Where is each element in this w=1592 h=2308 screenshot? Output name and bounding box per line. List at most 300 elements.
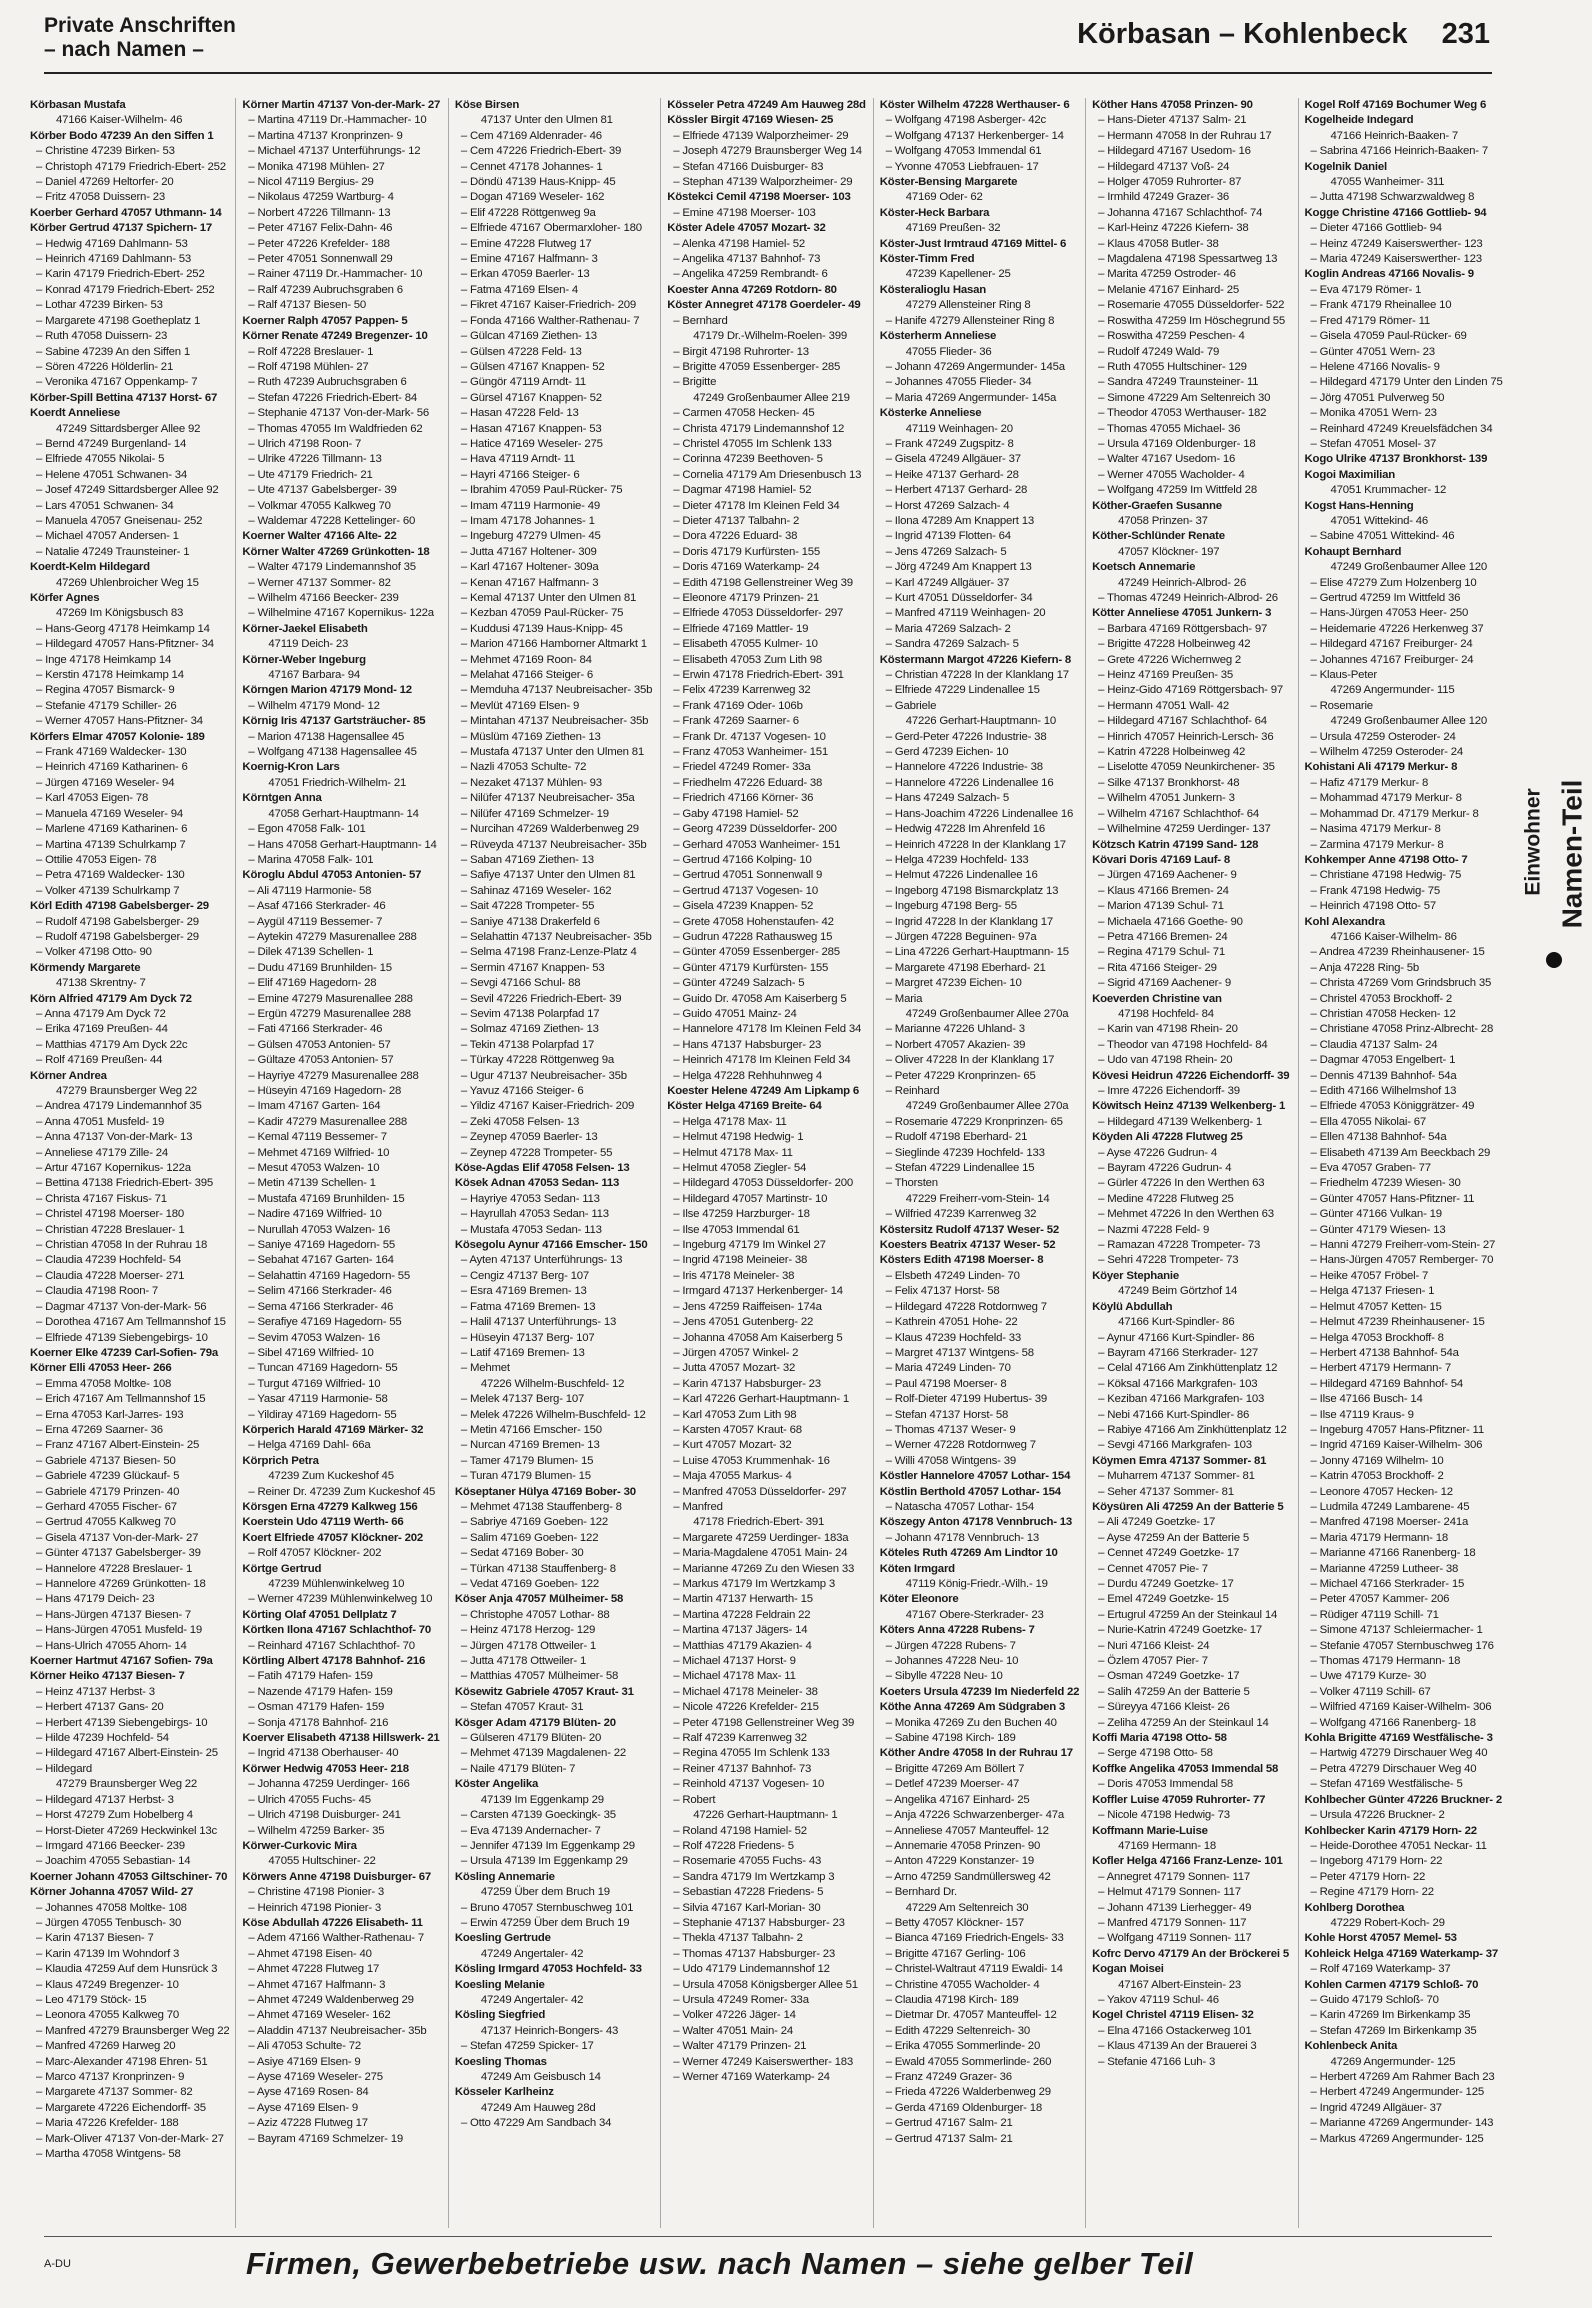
person-entry: – Sevim 47053 Walzen- 16 xyxy=(248,1331,380,1344)
person-entry: – Imam 47178 Johannes- 1 xyxy=(460,514,595,527)
person-entry: – Rosemarie 47229 Kronprinzen- 65 xyxy=(885,1115,1063,1128)
surname-entry: Kösek Adnan 47053 Sedan- 113 xyxy=(454,1177,620,1190)
person-entry: – Kurt 47057 Mozart- 32 xyxy=(673,1439,792,1452)
surname-entry: Körwer Hedwig 47053 Heer- 218 xyxy=(242,1762,409,1775)
person-entry: – Thomas 47137 Weser- 9 xyxy=(885,1423,1016,1436)
surname-entry: Körner Walter 47269 Grünkotten- 18 xyxy=(242,545,430,558)
person-entry: – Heinz 47178 Herzog- 129 xyxy=(460,1624,596,1637)
person-entry: – Johanna 47058 Am Kaiserberg 5 xyxy=(673,1331,843,1344)
surname-entry: Körprich Petra xyxy=(242,1454,319,1467)
person-entry: – Heidemarie 47226 Herkenweg 37 xyxy=(1310,622,1484,635)
address-continuation: 47058 Prinzen- 37 xyxy=(1118,514,1208,527)
person-entry: – Ibrahim 47059 Paul-Rücker- 75 xyxy=(460,484,623,497)
person-entry: – Zeynep 47228 Trompeter- 55 xyxy=(460,1146,613,1159)
person-entry: – Medine 47228 Flutweg 25 xyxy=(1098,1192,1234,1205)
surname-entry: Köther-Graefen Susanne xyxy=(1092,499,1222,512)
person-entry: – Jörg 47249 Am Knappert 13 xyxy=(885,561,1032,574)
person-entry: – Selahattin 47137 Neubreisacher- 35b xyxy=(460,930,652,943)
person-entry: – Ralf 47239 Aubruchsgraben 6 xyxy=(248,283,403,296)
person-entry: – Marianne 47226 Uhland- 3 xyxy=(885,1023,1025,1036)
footer-code: A-DU xyxy=(44,2258,71,2270)
person-entry: – Klaus 47239 Hochfeld- 33 xyxy=(885,1331,1022,1344)
person-entry: – Turgut 47169 Wilfried- 10 xyxy=(248,1377,381,1390)
person-entry: – Helmut 47198 Hedwig- 1 xyxy=(673,1131,804,1144)
person-entry: – Sevgi 47166 Schul- 88 xyxy=(460,977,581,990)
person-entry: – Elfriede 47167 Obermarxloher- 180 xyxy=(460,222,642,235)
person-entry: – Hildegard 47228 Rotdornweg 7 xyxy=(885,1300,1047,1313)
address-continuation: 47279 Allensteiner Ring 8 xyxy=(905,299,1031,312)
person-entry: – Nazende 47179 Hafen- 159 xyxy=(248,1685,393,1698)
person-entry: – Emine 47167 Halfmann- 3 xyxy=(460,253,598,266)
person-entry: – Hans 47058 Gerhart-Hauptmann- 14 xyxy=(248,838,437,851)
person-entry: – Rudolf 47198 Eberhard- 21 xyxy=(885,1131,1028,1144)
person-entry: – Selim 47166 Sterkrader- 46 xyxy=(248,1285,392,1298)
person-entry: – Mintahan 47137 Neubreisacher- 35b xyxy=(460,715,649,728)
person-entry: – Hanife 47279 Allensteiner Ring 8 xyxy=(885,314,1055,327)
person-entry: – Peter 47226 Krefelder- 188 xyxy=(248,237,390,250)
person-entry: – Regina 47055 Im Schlenk 133 xyxy=(673,1747,830,1760)
person-entry: – Rudolf 47198 Gabelsberger- 29 xyxy=(36,915,199,928)
person-entry: – Maja 47055 Markus- 4 xyxy=(673,1470,792,1483)
address-continuation: 47249 Am Hauweg 28d xyxy=(480,2101,596,2114)
person-entry: – Herbert 47137 Gerhard- 28 xyxy=(885,484,1028,497)
person-entry: – Konrad 47179 Friedrich-Ebert- 252 xyxy=(36,283,215,296)
person-entry: – Angelika 47259 Rembrandt- 6 xyxy=(673,268,828,281)
person-entry: – Heinrich 47228 In der Klanklang 17 xyxy=(885,838,1066,851)
person-entry: – Rosemarie 47055 Düsseldorfer- 522 xyxy=(1098,299,1285,312)
person-entry: – Sieglinde 47239 Hochfeld- 133 xyxy=(885,1146,1045,1159)
person-entry: – Güngör 47119 Arndt- 11 xyxy=(460,376,587,389)
person-entry: – Helga 47228 Rehhuhnweg 4 xyxy=(673,1069,822,1082)
person-entry: – Hans-Dieter 47137 Salm- 21 xyxy=(1098,114,1247,127)
address-continuation: 47166 Kurt-Spindler- 86 xyxy=(1118,1316,1235,1329)
person-entry: – Roswitha 47259 Im Höschegrund 55 xyxy=(1098,314,1286,327)
surname-entry: Kogelnik Daniel xyxy=(1304,160,1387,173)
surname-entry: Kösger Adam 47179 Blüten- 20 xyxy=(454,1716,616,1729)
person-entry: – Gülsen 47167 Knappen- 52 xyxy=(460,360,605,373)
person-entry: – Elsbeth 47249 Linden- 70 xyxy=(885,1269,1020,1282)
person-entry: – Dieter 47178 Im Kleinen Feld 34 xyxy=(673,499,840,512)
surname-entry: Kogelheide Indegard xyxy=(1304,114,1414,127)
person-entry: – Erika 47169 Preußen- 44 xyxy=(36,1023,168,1036)
person-entry: – Dagmar 47198 Hamiel- 52 xyxy=(673,484,812,497)
person-entry: – Hannelore 47228 Breslauer- 1 xyxy=(36,1562,193,1575)
person-entry: – Helga 47053 Brockhoff- 8 xyxy=(1310,1331,1444,1344)
person-entry: – Mustafa 47053 Sedan- 113 xyxy=(460,1223,602,1236)
person-entry: – Stefan 47057 Kraut- 31 xyxy=(460,1701,584,1714)
person-entry: – Gertrud 47137 Vogesen- 10 xyxy=(673,884,818,897)
person-entry: – Heinz-Gido 47169 Röttgersbach- 97 xyxy=(1098,684,1283,697)
person-entry: – Ursula 47139 Im Eggenkamp 29 xyxy=(460,1855,628,1868)
person-entry: – Melahat 47166 Steiger- 6 xyxy=(460,669,594,682)
address-continuation: 47249 Großenbaumer Allee 270a xyxy=(905,1007,1069,1020)
person-entry: – Claudia 47198 Kirch- 189 xyxy=(885,1993,1019,2006)
person-entry: – Imre 47226 Eichendorff- 39 xyxy=(1098,1085,1240,1097)
address-continuation: 47167 Barbara- 94 xyxy=(268,669,361,682)
person-entry: – Claudia 47137 Salm- 24 xyxy=(1310,1038,1438,1051)
person-entry: – Maria 47269 Salzach- 2 xyxy=(885,622,1011,635)
person-entry: – Selma 47198 Franz-Lenze-Platz 4 xyxy=(460,946,637,959)
person-entry: – Grete 47226 Wichernweg 2 xyxy=(1098,653,1242,666)
person-entry: – Ingrid 47198 Meineier- 38 xyxy=(673,1254,808,1267)
person-entry: – Katrin 47053 Brockhoff- 2 xyxy=(1310,1470,1444,1483)
person-entry: – Ingeborg 47198 Bismarckplatz 13 xyxy=(885,884,1059,897)
person-entry: – Wolfgang 47137 Herkenberger- 14 xyxy=(885,129,1064,142)
surname-entry: Koesters Beatrix 47137 Weser- 52 xyxy=(879,1239,1056,1252)
person-entry: – Hildegard 47057 Martinstr- 10 xyxy=(673,1192,828,1205)
person-entry: – Guido Dr. 47058 Am Kaiserberg 5 xyxy=(673,992,847,1005)
person-entry: – Stefan 47226 Friedrich-Ebert- 84 xyxy=(248,391,418,404)
person-entry: – Karsten 47057 Kraut- 68 xyxy=(673,1423,802,1436)
person-entry: – Werner 47169 Waterkamp- 24 xyxy=(673,2071,830,2083)
surname-entry: Kötter Anneliese 47051 Junkern- 3 xyxy=(1092,607,1272,620)
person-entry: – Peter 47051 Sonnenwall 29 xyxy=(248,253,393,266)
person-entry: – Gertrud 47051 Sonnenwall 9 xyxy=(673,869,823,882)
person-entry: – Natalie 47249 Traunsteiner- 1 xyxy=(36,545,190,558)
person-entry: – Dorothea 47167 Am Tellmannshof 15 xyxy=(36,1316,226,1329)
person-entry: – Hildegard 47053 Düsseldorfer- 200 xyxy=(673,1177,854,1190)
person-entry: – Marianne 47166 Ranenberg- 18 xyxy=(1310,1547,1476,1560)
address-continuation: 47119 Deich- 23 xyxy=(268,638,349,651)
person-entry: – Selahattin 47169 Hagedorn- 55 xyxy=(248,1269,411,1282)
person-entry: – Elisabeth 47053 Zum Lith 98 xyxy=(673,653,822,666)
surname-entry: Köser Anja 47057 Mülheimer- 58 xyxy=(454,1593,624,1606)
person-entry: – Sermin 47167 Knappen- 53 xyxy=(460,961,605,974)
person-entry: – Rolf 47198 Mühlen- 27 xyxy=(248,360,369,373)
person-entry: – Imam 47119 Harmonie- 49 xyxy=(460,499,600,512)
person-entry: – Imam 47167 Garten- 164 xyxy=(248,1100,381,1113)
person-entry: – Safiye 47137 Unter den Ulmen 81 xyxy=(460,869,636,882)
person-entry: – Sandra 47249 Traunsteiner- 11 xyxy=(1098,376,1259,389)
person-entry: – Stefan 47137 Horst- 58 xyxy=(885,1408,1009,1421)
address-continuation: 47249 Großenbaumer Allee 120 xyxy=(1330,715,1488,728)
person-entry: – Walter 47167 Usedom- 16 xyxy=(1098,453,1236,466)
person-entry: – Ludmila 47249 Lambarene- 45 xyxy=(1310,1500,1470,1513)
person-entry: – Wilhelm 47166 Beecker- 239 xyxy=(248,592,399,604)
person-entry: – Günter 47059 Essenberger- 285 xyxy=(673,946,840,959)
person-entry: – Christel 47055 Im Schlenk 133 xyxy=(673,437,832,450)
person-entry: – Edith 47229 Seltenreich- 30 xyxy=(885,2024,1030,2037)
surname-entry: Kohlbecher Günter 47226 Bruckner- 2 xyxy=(1304,1793,1503,1806)
person-entry: – Michael 47057 Andersen- 1 xyxy=(36,530,179,543)
person-entry: – Emma 47058 Moltke- 108 xyxy=(36,1377,172,1390)
person-entry: – Rainer 47119 Dr.-Hammacher- 10 xyxy=(248,268,423,281)
person-entry: – Kenan 47167 Halfmann- 3 xyxy=(460,576,599,589)
surname-entry: Koernig-Kron Lars xyxy=(242,761,340,774)
person-entry: – Matthias 47057 Mülheimer- 58 xyxy=(460,1670,619,1683)
person-entry: – Werner 47137 Sommer- 82 xyxy=(248,576,391,589)
person-entry: – Metin 47139 Schellen- 1 xyxy=(248,1177,376,1190)
person-entry: – Nicol 47119 Bergius- 29 xyxy=(248,176,374,189)
person-entry: – Heinrich 47198 Pionier- 3 xyxy=(248,1901,382,1914)
person-entry: – Ella 47055 Nikolai- 67 xyxy=(1310,1115,1427,1128)
person-entry: – Markus 47179 Im Wertzkamp 3 xyxy=(673,1578,836,1590)
person-entry: – Ursula 47259 Osteroder- 24 xyxy=(1310,730,1456,743)
person-entry: – Karin 47137 Biesen- 7 xyxy=(36,1932,154,1945)
address-continuation: 47166 Kaiser-Wilhelm- 86 xyxy=(1330,930,1457,943)
person-entry: – Yildiray 47169 Hagedorn- 55 xyxy=(248,1408,397,1421)
surname-entry: Kogoi Maximilian xyxy=(1304,468,1395,481)
person-entry: – Manuela 47169 Weseler- 94 xyxy=(36,807,183,820)
surname-entry: Köster Angelika xyxy=(454,1778,539,1791)
person-entry: – Frank Dr. 47137 Vogesen- 10 xyxy=(673,730,826,743)
person-entry: – Wilhelm 47167 Schlachthof- 64 xyxy=(1098,807,1260,820)
person-entry: – Johannes 47167 Freiburger- 24 xyxy=(1310,653,1474,666)
person-entry: – Joseph 47279 Braunsberger Weg 14 xyxy=(673,145,862,158)
person-entry: – Johannes 47058 Moltke- 108 xyxy=(36,1901,187,1914)
person-entry: – Ilse 47259 Harzburger- 18 xyxy=(673,1208,810,1221)
surname-entry: Köymen Emra 47137 Sommer- 81 xyxy=(1092,1454,1267,1467)
person-entry: – Luise 47053 Krummenhak- 16 xyxy=(673,1454,830,1467)
person-entry: – Kezban 47059 Paul-Rücker- 75 xyxy=(460,607,624,620)
person-entry: – Ingrid 47169 Kaiser-Wilhelm- 306 xyxy=(1310,1439,1483,1452)
person-entry: – Karin 47269 Im Birkenkamp 35 xyxy=(1310,2009,1471,2022)
person-entry: – Jürgen 47055 Tenbusch- 30 xyxy=(36,1916,182,1929)
person-entry: – Daniel 47269 Heltorfer- 20 xyxy=(36,176,174,189)
person-entry: – Heinrich 47178 Im Kleinen Feld 34 xyxy=(673,1054,851,1067)
person-entry: – Karin 47137 Habsburger- 23 xyxy=(673,1377,821,1390)
person-entry: – Silke 47137 Bronkhorst- 48 xyxy=(1098,776,1240,789)
person-entry: – Martina 47139 Schulrkamp 7 xyxy=(36,838,186,851)
person-entry: – Jörg 47051 Pulverweg 50 xyxy=(1310,391,1445,404)
person-entry: – Helga 47169 Dahl- 66a xyxy=(248,1439,371,1452)
person-entry: – Saniye 47138 Drakerfeld 6 xyxy=(460,915,600,928)
surname-entry: Körtling Albert 47178 Bahnhof- 216 xyxy=(242,1655,426,1668)
person-entry: – Hans-Ulrich 47055 Ahorn- 14 xyxy=(36,1639,187,1652)
surname-entry: Koerner Ralph 47057 Pappen- 5 xyxy=(242,314,408,327)
surname-entry: Körl Edith 47198 Gabelsberger- 29 xyxy=(30,900,209,913)
person-entry: – Türkay 47228 Röttgenweg 9a xyxy=(460,1054,614,1067)
address-continuation: 47055 Hultschiner- 22 xyxy=(268,1855,376,1868)
person-entry: – Roswitha 47259 Peschen- 4 xyxy=(1098,330,1245,343)
person-entry: – Hildegard 47179 Unter den Linden 75 xyxy=(1310,376,1503,389)
person-entry: – Thomas 47249 Heinrich-Albrod- 26 xyxy=(1098,592,1278,604)
person-entry: – Sandra 47179 Im Wertzkamp 3 xyxy=(673,1870,835,1883)
person-entry: – Rabiye 47166 Am Zinkhüttenplatz 12 xyxy=(1098,1423,1287,1436)
person-entry: – Matthias 47179 Am Dyck 22c xyxy=(36,1038,188,1051)
person-entry: – Mohammad Dr. 47179 Merkur- 8 xyxy=(1310,807,1479,820)
person-entry: – Alenka 47198 Hamiel- 52 xyxy=(673,237,806,250)
person-entry: – Tuncan 47169 Hagedorn- 55 xyxy=(248,1362,398,1375)
person-entry: – Manfred 47053 Düsseldorfer- 297 xyxy=(673,1485,847,1498)
person-entry: – Asaf 47166 Sterkrader- 46 xyxy=(248,900,386,913)
person-entry: – Kurt 47051 Düsseldorfer- 34 xyxy=(885,592,1033,604)
person-entry: – Gabriele xyxy=(885,699,937,712)
person-entry: – Elisabeth 47139 Am Beeckbach 29 xyxy=(1310,1146,1491,1159)
person-entry: – Melek 47137 Berg- 107 xyxy=(460,1393,585,1406)
surname-entry: Körner Johanna 47057 Wild- 27 xyxy=(30,1886,194,1899)
person-entry: – Kerstin 47178 Heimkamp 14 xyxy=(36,669,184,682)
person-entry: – Tekin 47138 Polarpfad 17 xyxy=(460,1038,595,1051)
surname-entry: Kohl Alexandra xyxy=(1304,915,1385,928)
bullet-icon xyxy=(1546,952,1562,968)
address-continuation: 47239 Mühlenwinkelweg 10 xyxy=(268,1578,405,1590)
person-entry: – Metin 47166 Emscher- 150 xyxy=(460,1423,602,1436)
person-entry: – Sabriye 47169 Goeben- 122 xyxy=(460,1516,609,1529)
person-entry: – Ilse 47053 Immendal 61 xyxy=(673,1223,800,1236)
directory-column xyxy=(24,98,236,2228)
surname-entry: Kogst Hans-Henning xyxy=(1304,499,1414,512)
person-entry: – Friedrich 47166 Körner- 36 xyxy=(673,792,814,805)
person-entry: – Werner 47057 Hans-Pfitzner- 34 xyxy=(36,715,203,728)
surname-entry: Körting Olaf 47051 Dellplatz 7 xyxy=(242,1608,397,1621)
person-entry: – Erich 47167 Am Tellmannshof 15 xyxy=(36,1393,206,1406)
directory-column xyxy=(1086,98,1298,2228)
person-entry: – Thomas 47055 Michael- 36 xyxy=(1098,422,1241,435)
person-entry: – Werner 47239 Mühlenwinkelweg 10 xyxy=(248,1593,433,1606)
person-entry: – Ayten 47137 Unterführungs- 13 xyxy=(460,1254,623,1267)
person-entry: – Hilde 47239 Hochfeld- 54 xyxy=(36,1732,169,1745)
person-entry: – Saban 47169 Ziethen- 13 xyxy=(460,853,594,866)
person-entry: – Bernhard xyxy=(673,314,728,327)
person-entry: – Klaus-Peter xyxy=(1310,669,1377,682)
person-entry: – Hannelore 47226 Industrie- 38 xyxy=(885,761,1043,774)
surname-entry: Körbasan Mustafa xyxy=(30,99,126,111)
person-entry: – Regine 47179 Horn- 22 xyxy=(1310,1886,1434,1899)
person-entry: – Manfred 47179 Sonnen- 117 xyxy=(1098,1916,1247,1929)
person-entry: – Werner 47249 Kaiserswerther- 183 xyxy=(673,2055,854,2068)
person-entry: – Herbert 47139 Siebengebirgs- 10 xyxy=(36,1716,208,1729)
footer-divider xyxy=(44,2236,1492,2237)
person-entry: – Helmut 47178 Max- 11 xyxy=(673,1146,793,1159)
person-entry: – Herbert 47179 Hermann- 7 xyxy=(1310,1362,1451,1375)
person-entry: – Eva 47139 Andernacher- 7 xyxy=(460,1824,601,1837)
person-entry: – Karl-Heinz 47226 Kiefern- 38 xyxy=(1098,222,1249,235)
person-entry: – Dietmar Dr. 47057 Manteuffel- 12 xyxy=(885,2009,1057,2022)
person-entry: – Helmut 47057 Ketten- 15 xyxy=(1310,1300,1442,1313)
surname-entry: Köteles Ruth 47269 Am Lindtor 10 xyxy=(879,1547,1058,1560)
surname-entry: Koester Anna 47269 Rotdorn- 80 xyxy=(667,283,837,296)
surname-entry: Kofrc Dervo 47179 An der Bröckerei 5 xyxy=(1092,1947,1289,1960)
person-entry: – Marc-Alexander 47198 Ehren- 51 xyxy=(36,2055,208,2068)
person-entry: – Christine 47198 Pionier- 3 xyxy=(248,1886,385,1899)
page-range-title xyxy=(1077,18,1490,51)
person-entry: – Brigitte 47269 Am Böllert 7 xyxy=(885,1762,1025,1775)
surname-entry: Körtge Gertrud xyxy=(242,1562,322,1575)
surname-entry: Koffler Luise 47059 Ruhrorter- 77 xyxy=(1092,1793,1266,1806)
person-entry: – Wilfried 47239 Karrenweg 32 xyxy=(885,1208,1037,1221)
person-entry: – Ayse 47169 Weseler- 275 xyxy=(248,2071,383,2083)
person-entry: – Aytekin 47279 Masurenallee 288 xyxy=(248,930,417,943)
person-entry: – Maria xyxy=(885,992,923,1005)
person-entry: – Gürsel 47167 Knappen- 52 xyxy=(460,391,602,404)
person-entry: – Detlef 47239 Moerser- 47 xyxy=(885,1778,1020,1791)
person-entry: – Marianne 47269 Zu den Wiesen 33 xyxy=(673,1562,855,1575)
address-continuation: 47137 Unter den Ulmen 81 xyxy=(480,114,613,127)
person-entry: – Ingeburg 47179 Im Winkel 27 xyxy=(673,1239,826,1252)
address-continuation: 47269 Angermunder- 125 xyxy=(1330,2055,1456,2068)
person-entry: – Elfriede 47055 Nikolai- 5 xyxy=(36,453,165,466)
person-entry: – Sebahat 47167 Garten- 164 xyxy=(248,1254,394,1267)
person-entry: – Hildegard 47167 Schlachthof- 64 xyxy=(1098,715,1267,728)
surname-entry: Körntgen Anna xyxy=(242,792,322,805)
person-entry: – Adem 47166 Walther-Rathenau- 7 xyxy=(248,1932,424,1945)
person-entry: – Ingrid 47249 Allgäuer- 37 xyxy=(1310,2101,1442,2114)
surname-entry: Kohlen Carmen 47179 Schloß- 70 xyxy=(1304,1978,1479,1991)
person-entry: – Anneliese 47179 Zille- 24 xyxy=(36,1146,169,1159)
person-entry: – Sevgi 47166 Markgrafen- 103 xyxy=(1098,1439,1252,1452)
person-entry: – Nasima 47179 Merkur- 8 xyxy=(1310,823,1441,836)
address-continuation: 47269 Im Königsbusch 83 xyxy=(56,607,184,620)
person-entry: – Ursula 47226 Bruckner- 2 xyxy=(1310,1809,1445,1822)
surname-entry: Körngen Marion 47179 Mond- 12 xyxy=(242,684,412,697)
person-entry: – Ruth 47239 Aubruchsgraben 6 xyxy=(248,376,407,389)
person-entry: – Heinrich 47169 Dahlmann- 53 xyxy=(36,253,192,266)
person-entry: – Sören 47226 Hölderlin- 21 xyxy=(36,360,174,373)
person-entry: – Dagmar 47053 Engelbert- 1 xyxy=(1310,1054,1456,1067)
person-entry: – Inge 47178 Heimkamp 14 xyxy=(36,653,172,666)
surname-entry: Kösewitz Gabriele 47057 Kraut- 31 xyxy=(454,1685,634,1698)
person-entry: – Heinz 47249 Kaiserswerther- 123 xyxy=(1310,237,1483,250)
person-entry: – Osman 47179 Hafen- 159 xyxy=(248,1701,385,1714)
surname-entry: Koesling Melanie xyxy=(454,1978,545,1991)
person-entry: – Hans 47137 Habsburger- 23 xyxy=(673,1038,822,1051)
person-entry: – Lars 47051 Schwanen- 34 xyxy=(36,499,174,512)
person-entry: – Marion 47139 Schul- 71 xyxy=(1098,900,1224,913)
person-entry: – Kemal 47137 Unter den Ulmen 81 xyxy=(460,592,637,604)
address-continuation: 47239 Kapellener- 25 xyxy=(905,268,1011,281)
surname-entry: Koerner Elke 47239 Carl-Sofien- 79a xyxy=(30,1346,218,1359)
person-entry: – Anja 47226 Schwarzenberger- 47a xyxy=(885,1809,1064,1822)
person-entry: – Angelika 47137 Bahnhof- 73 xyxy=(673,253,821,266)
person-entry: – Marco 47137 Kronprinzen- 9 xyxy=(36,2071,185,2083)
person-entry: – Saniye 47169 Hagedorn- 55 xyxy=(248,1239,396,1252)
person-entry: – Ralf 47239 Karrenweg 32 xyxy=(673,1732,807,1745)
person-entry: – Ute 47137 Gabelsberger- 39 xyxy=(248,484,397,497)
person-entry: – Karl 47226 Gerhart-Hauptmann- 1 xyxy=(673,1393,850,1406)
person-entry: – Mesut 47053 Walzen- 10 xyxy=(248,1162,380,1175)
person-entry: – Mehmet xyxy=(460,1362,510,1375)
person-entry: – Nilüfer 47169 Schmelzer- 19 xyxy=(460,807,609,820)
person-entry: – Rolf 47169 Waterkamp- 37 xyxy=(1310,1963,1451,1976)
address-continuation: 47226 Gerhart-Hauptmann- 1 xyxy=(693,1809,838,1822)
person-entry: – Gertrud 47259 Im Wittfeld 36 xyxy=(1310,592,1461,604)
person-entry: – Ahmet 47249 Waldenberweg 29 xyxy=(248,1993,414,2006)
person-entry: – Zeliha 47259 An der Steinkaul 14 xyxy=(1098,1716,1269,1729)
person-entry: – Uwe 47179 Kurze- 30 xyxy=(1310,1670,1427,1683)
person-entry: – Frank 47169 Oder- 106b xyxy=(673,699,803,712)
person-entry: – Heide-Dorothee 47051 Neckar- 11 xyxy=(1310,1839,1487,1852)
person-entry: – Jens 47051 Gutenberg- 22 xyxy=(673,1316,814,1329)
person-entry: – Margarete 47198 Goetheplatz 1 xyxy=(36,314,201,327)
person-entry: – Manuela 47057 Gneisenau- 252 xyxy=(36,514,203,527)
address-continuation: 47259 Über dem Bruch 19 xyxy=(480,1886,610,1899)
person-entry: – Stefanie 47179 Schiller- 26 xyxy=(36,699,177,712)
surname-entry: Kohleick Helga 47169 Waterkamp- 37 xyxy=(1304,1947,1499,1960)
surname-entry: Kohlberg Dorothea xyxy=(1304,1901,1405,1914)
person-entry: – Herbert 47249 Angermunder- 125 xyxy=(1310,2086,1484,2099)
person-entry: – Emine 47279 Masurenallee 288 xyxy=(248,992,413,1005)
person-entry: – Gertrud 47166 Kolping- 10 xyxy=(673,853,812,866)
address-continuation: 47137 Heinrich-Bongers- 43 xyxy=(480,2024,619,2037)
person-entry: – Liselotte 47059 Neunkirchener- 35 xyxy=(1098,761,1275,774)
person-entry: – Günter 47057 Hans-Pfitzner- 11 xyxy=(1310,1192,1475,1205)
person-entry: – Franz 47053 Wanheimer- 151 xyxy=(673,746,829,759)
person-entry: – Zeki 47058 Felsen- 13 xyxy=(460,1115,580,1128)
person-entry: – Theodor van 47198 Hochfeld- 84 xyxy=(1098,1038,1268,1051)
person-entry: – Brigitte xyxy=(673,376,717,389)
person-entry: – Wolfgang 47119 Sonnen- 117 xyxy=(1098,1932,1252,1945)
person-entry: – Peter 47198 Gellenstreiner Weg 39 xyxy=(673,1716,855,1729)
person-entry: – Osman 47249 Goetzke- 17 xyxy=(1098,1670,1240,1683)
person-entry: – Wilhelm 47259 Osteroder- 24 xyxy=(1310,746,1464,759)
person-entry: – Udo 47179 Lindemannshof 12 xyxy=(673,1963,830,1976)
person-entry: – Wolfgang 47166 Ranenberg- 18 xyxy=(1310,1716,1476,1729)
person-entry: – Karl 47053 Zum Lith 98 xyxy=(673,1408,797,1421)
person-entry: – Volker 47119 Schill- 67 xyxy=(1310,1685,1431,1698)
person-entry: – Nilüfer 47137 Neubreisacher- 35a xyxy=(460,792,635,805)
person-entry: – Aynur 47166 Kurt-Spindler- 86 xyxy=(1098,1331,1255,1344)
